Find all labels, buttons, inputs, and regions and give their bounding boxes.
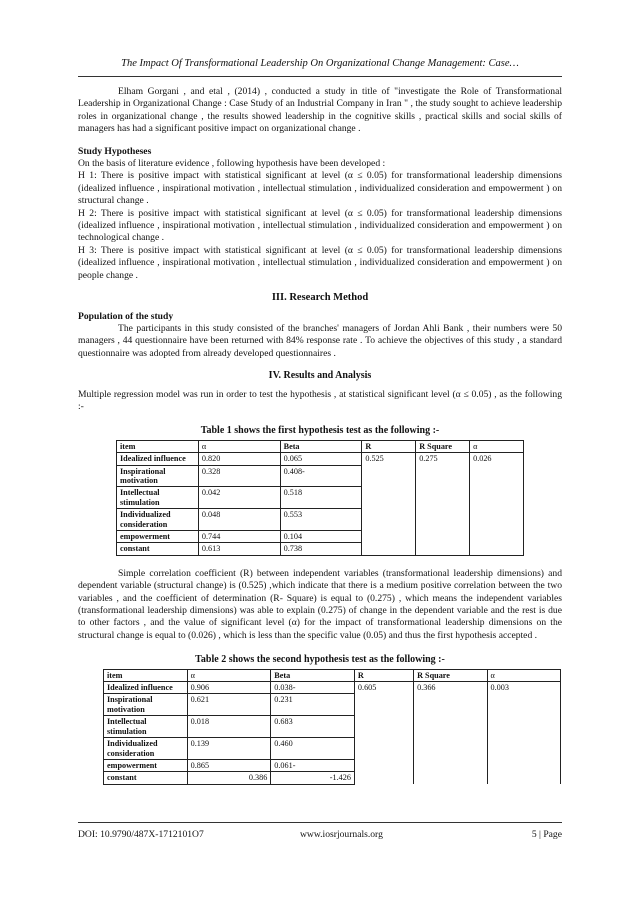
table-cell: 0.744 (198, 531, 280, 543)
table-cell: 0.460 (271, 738, 355, 760)
table-cell: empowerment (104, 759, 188, 771)
table-cell: 0.408- (280, 465, 362, 487)
table-cell: Intellectual stimulation (117, 487, 199, 509)
table-header: R (362, 440, 416, 452)
table-cell: Individualized consideration (117, 509, 199, 531)
table-cell: Inspirational motivation (117, 465, 199, 487)
table-row (104, 669, 561, 681)
table-2-caption: Table 2 shows the second hypothesis test as the following :- (195, 654, 445, 666)
table-header: α (470, 440, 524, 452)
table-cell: 0.139 (187, 738, 271, 760)
table-cell: 0.820 (198, 453, 280, 465)
section-4-heading: IV. Results and Analysis (268, 370, 372, 382)
table-cell: Idealized influence (117, 453, 199, 465)
table-cell: 0.328 (198, 465, 280, 487)
table-2 (103, 669, 561, 785)
hypothesis-1: H 1: There is positive impact with statistical significant at level (α ≤ 0.05) for transformational leadership dimensions (idealized influence , inspirational motivation , intellectual stimulation , individualized consideration and empowerment ) on structural change . (78, 170, 562, 207)
table-header: R (354, 669, 413, 681)
table-row (117, 453, 524, 465)
table-cell: 0.613 (198, 543, 280, 555)
table-cell: -1.426 (271, 772, 355, 784)
table-cell-r: 0.525 (362, 453, 416, 556)
table-1-caption: Table 1 shows the first hypothesis test as the following :- (200, 425, 440, 437)
table-cell: Intellectual stimulation (104, 716, 188, 738)
table-cell: 0.018 (187, 716, 271, 738)
table-cell: 0.621 (187, 694, 271, 716)
footer-page-number: 5 | Page (531, 829, 562, 840)
table-cell: 0.386 (187, 772, 271, 784)
hypothesis-2: H 2: There is positive impact with statistical significant at level (α ≤ 0.05) for transformational leadership dimensions (idealized influence , inspirational motivation , intellectual stimulation , individualized consideration and empowerment ) on technological change . (78, 207, 562, 244)
table-cell: Individualized consideration (104, 738, 188, 760)
section-3-heading: III. Research Method (271, 292, 369, 304)
table-cell: 0.042 (198, 487, 280, 509)
running-head: The Impact Of Transformational Leadership On Organizational Change Management: Case… (121, 58, 519, 69)
table-cell-sig: 0.026 (470, 453, 524, 556)
header-rule (78, 76, 562, 77)
table-cell-sig: 0.003 (487, 682, 560, 785)
table-cell: Inspirational motivation (104, 694, 188, 716)
table-cell: empowerment (117, 531, 199, 543)
footer-doi: DOI: 10.9790/487X-1712101O7 (78, 829, 204, 840)
table-cell: 0.865 (187, 759, 271, 771)
table-1 (116, 440, 524, 556)
intro-paragraph: Elham Gorgani , and etal , (2014) , conducted a study in title of "investigate the Role of Transformational Leadership in Organizational Change : Case Study of an Industrial Company in Iran " , the study sought to achieve leadership roles in organizational change , the results showed leadership in the cognitive skills , practical skills and social skills of managers has had a significant positive impact on organizational change . (78, 86, 562, 135)
table-header: R Square (414, 669, 487, 681)
hypotheses-intro: On the basis of literature evidence , following hypothesis have been developed : (78, 158, 386, 170)
table-row (117, 440, 524, 452)
table-header: R Square (416, 440, 470, 452)
table-cell: 0.065 (280, 453, 362, 465)
table-cell: constant (117, 543, 199, 555)
table-header: α (487, 669, 560, 681)
table-header: α (198, 440, 280, 452)
table-cell: 0.061- (271, 759, 355, 771)
hypothesis-3: H 3: There is positive impact with statistical significant at level (α ≤ 0.05) for transformational leadership dimensions (idealized influence , inspirational motivation , intellectual stimulation , individualized consideration and empowerment ) on people change . (78, 244, 562, 281)
hypotheses-heading: Study Hypotheses (78, 145, 152, 157)
table-header: α (187, 669, 271, 681)
table-cell: Idealized influence (104, 682, 188, 694)
table-cell: 0.553 (280, 509, 362, 531)
population-paragraph: The participants in this study consisted of the branches' managers of Jordan Ahli Bank , their numbers were 50 managers , 44 questionnaire have been returned with 84% response rate . To achieve the objectives of this study , a standard questionnaire was adopted from already developed questionnaires . (78, 322, 562, 359)
table-cell: 0.231 (271, 694, 355, 716)
table-cell: constant (104, 772, 188, 784)
results-paragraph: Multiple regression model was run in order to test the hypothesis , at statistical significant level (α ≤ 0.05) , as the following :- (78, 388, 562, 412)
table-cell: 0.038- (271, 682, 355, 694)
table-cell: 0.683 (271, 716, 355, 738)
table-cell-r-square: 0.366 (414, 682, 487, 785)
population-subheading: Population of the study (78, 310, 174, 322)
page-body (78, 86, 562, 785)
table-cell: 0.906 (187, 682, 271, 694)
analysis-paragraph: Simple correlation coefficient (R) between independent variables (transformational leadership dimensions) and dependent variable (structural change) is (0.525) ,which indicate that there is a medium positive correlation between the two variables , and the coefficient of determination (R- Square) is equal to (0.275) , which means the independent variables (transformational leadership dimensions) was able to explain (0.275) of change in the dependent variable and the rest is due to other factors , and the value of significant level (α) for the impact of transformational leadership dimensions on the structural change is equal to (0.026) , which is less than the specific value (0.05) and thus the first hypothesis accepted . (78, 567, 562, 641)
table-cell: 0.104 (280, 531, 362, 543)
table-cell: 0.738 (280, 543, 362, 555)
table-cell: 0.048 (198, 509, 280, 531)
footer-site[interactable]: www.iosrjournals.org (300, 829, 383, 840)
footer-rule (78, 822, 562, 823)
table-row (104, 682, 561, 694)
table-cell-r-square: 0.275 (416, 453, 470, 556)
table-header: item (104, 669, 188, 681)
table-cell-r: 0.605 (354, 682, 413, 785)
table-header: Beta (280, 440, 362, 452)
table-header: Beta (271, 669, 355, 681)
table-header: item (117, 440, 199, 452)
table-cell: 0.518 (280, 487, 362, 509)
